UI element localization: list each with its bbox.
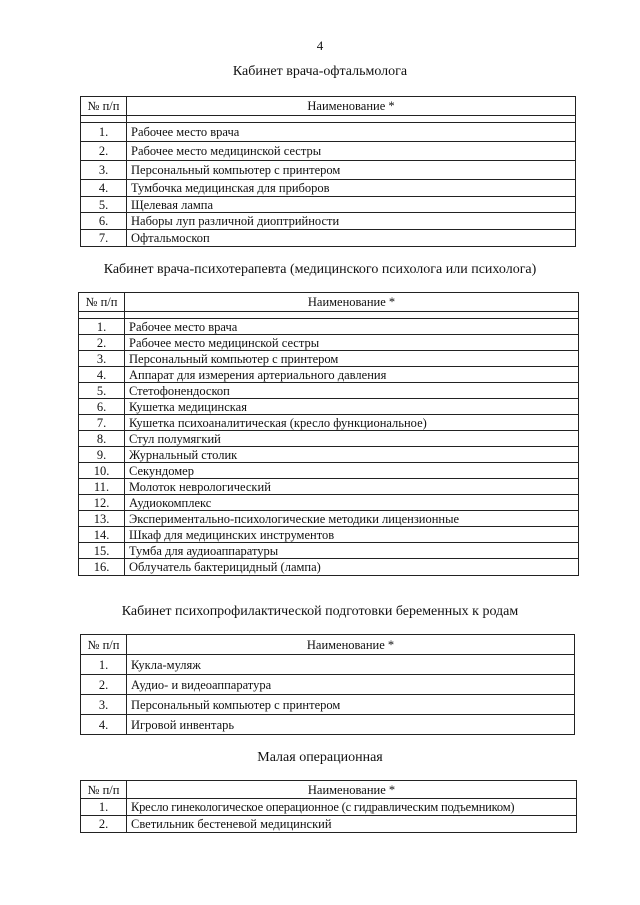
row-name: Экспериментально-психологические методики лицензионные [125, 511, 579, 527]
row-num: 10. [79, 463, 125, 479]
table-prenatal [80, 634, 575, 735]
section-title-prenatal: Кабинет психопрофилактической подготовки беременных к родам [121, 604, 519, 619]
row-num: 2. [81, 675, 127, 695]
row-name: Светильник бестеневой медицинский [127, 816, 577, 833]
row-num: 4. [79, 367, 125, 383]
row-num: 3. [81, 161, 127, 180]
table-header-row [81, 781, 577, 799]
row-name: Аудио- и видеоаппаратура [127, 675, 575, 695]
row-name: Персональный компьютер с принтером [127, 161, 576, 180]
row-num: 11. [79, 479, 125, 495]
table-row [81, 180, 576, 197]
table-operating-room [80, 780, 577, 833]
table-row [79, 559, 579, 576]
row-name: Секундомер [125, 463, 579, 479]
row-name: Шкаф для медицинских инструментов [125, 527, 579, 543]
row-name: Игровой инвентарь [127, 715, 575, 735]
header-name: Наименование * [127, 781, 577, 799]
row-num: 8. [79, 431, 125, 447]
row-name: Кукла-муляж [127, 655, 575, 675]
table-row [79, 399, 579, 415]
row-name: Персональный компьютер с принтером [127, 695, 575, 715]
row-num: 7. [79, 415, 125, 431]
row-name: Наборы луп различной диоптрийности [127, 213, 576, 230]
table-row [79, 319, 579, 335]
table-row [81, 142, 576, 161]
row-name: Рабочее место врача [127, 123, 576, 142]
row-num: 15. [79, 543, 125, 559]
row-name: Журнальный столик [125, 447, 579, 463]
table-header-row [81, 635, 575, 655]
table-row [79, 495, 579, 511]
row-name: Кушетка психоаналитическая (кресло функциональное) [125, 415, 579, 431]
row-name: Щелевая лампа [127, 197, 576, 213]
row-num: 1. [79, 319, 125, 335]
table-row [81, 161, 576, 180]
row-num: 2. [79, 335, 125, 351]
header-name: Наименование * [125, 293, 579, 312]
table-row [81, 715, 575, 735]
row-name: Аппарат для измерения артериального давления [125, 367, 579, 383]
header-num: № п/п [79, 293, 125, 312]
table-row [81, 816, 577, 833]
row-name: Офтальмоскоп [127, 230, 576, 247]
row-name: Кресло гинекологическое операционное (с гидравлическим подъемником) [127, 799, 577, 816]
row-num: 7. [81, 230, 127, 247]
table-row [79, 463, 579, 479]
row-num: 1. [81, 123, 127, 142]
section-title-psychotherapist: Кабинет врача-психотерапевта (медицинского психолога или психолога) [103, 262, 537, 277]
table-header-row [81, 97, 576, 116]
table-row [81, 695, 575, 715]
row-num: 1. [81, 655, 127, 675]
table-row [81, 230, 576, 247]
row-name: Рабочее место медицинской сестры [125, 335, 579, 351]
table-psychotherapist [78, 292, 579, 576]
row-num: 13. [79, 511, 125, 527]
table-row [81, 123, 576, 142]
row-name: Молоток неврологический [125, 479, 579, 495]
table-row [79, 431, 579, 447]
row-name: Облучатель бактерицидный (лампа) [125, 559, 579, 576]
row-num: 16. [79, 559, 125, 576]
row-num: 12. [79, 495, 125, 511]
row-num: 5. [81, 197, 127, 213]
table-spacer-row [81, 116, 576, 123]
row-num: 1. [81, 799, 127, 816]
table-row [79, 383, 579, 399]
row-num: 2. [81, 816, 127, 833]
table-row [81, 197, 576, 213]
row-name: Стетофонендоскоп [125, 383, 579, 399]
row-num: 6. [79, 399, 125, 415]
table-row [79, 543, 579, 559]
row-num: 2. [81, 142, 127, 161]
row-num: 3. [81, 695, 127, 715]
row-name: Рабочее место врача [125, 319, 579, 335]
row-num: 4. [81, 715, 127, 735]
table-row [81, 675, 575, 695]
header-name: Наименование * [127, 635, 575, 655]
section-title-ophthalmologist: Кабинет врача-офтальмолога [232, 64, 408, 79]
row-name: Стул полумягкий [125, 431, 579, 447]
header-num: № п/п [81, 97, 127, 116]
row-name: Тумба для аудиоаппаратуры [125, 543, 579, 559]
table-header-row [79, 293, 579, 312]
table-ophthalmologist [80, 96, 576, 247]
table-row [79, 511, 579, 527]
row-name: Тумбочка медицинская для приборов [127, 180, 576, 197]
table-row [81, 213, 576, 230]
table-spacer-row [79, 312, 579, 319]
table-row [79, 335, 579, 351]
page-number: 4 [316, 38, 324, 53]
row-num: 4. [81, 180, 127, 197]
table-row [79, 479, 579, 495]
table-row [81, 799, 577, 816]
header-num: № п/п [81, 781, 127, 799]
table-row [79, 527, 579, 543]
table-row [79, 447, 579, 463]
row-num: 14. [79, 527, 125, 543]
table-row [79, 351, 579, 367]
row-name: Аудиокомплекс [125, 495, 579, 511]
row-num: 5. [79, 383, 125, 399]
section-title-operating-room: Малая операционная [257, 750, 383, 765]
row-name: Рабочее место медицинской сестры [127, 142, 576, 161]
row-num: 6. [81, 213, 127, 230]
row-name: Кушетка медицинская [125, 399, 579, 415]
table-row [79, 367, 579, 383]
row-num: 9. [79, 447, 125, 463]
row-num: 3. [79, 351, 125, 367]
header-num: № п/п [81, 635, 127, 655]
header-name: Наименование * [127, 97, 576, 116]
row-name: Персональный компьютер с принтером [125, 351, 579, 367]
table-row [79, 415, 579, 431]
table-row [81, 655, 575, 675]
